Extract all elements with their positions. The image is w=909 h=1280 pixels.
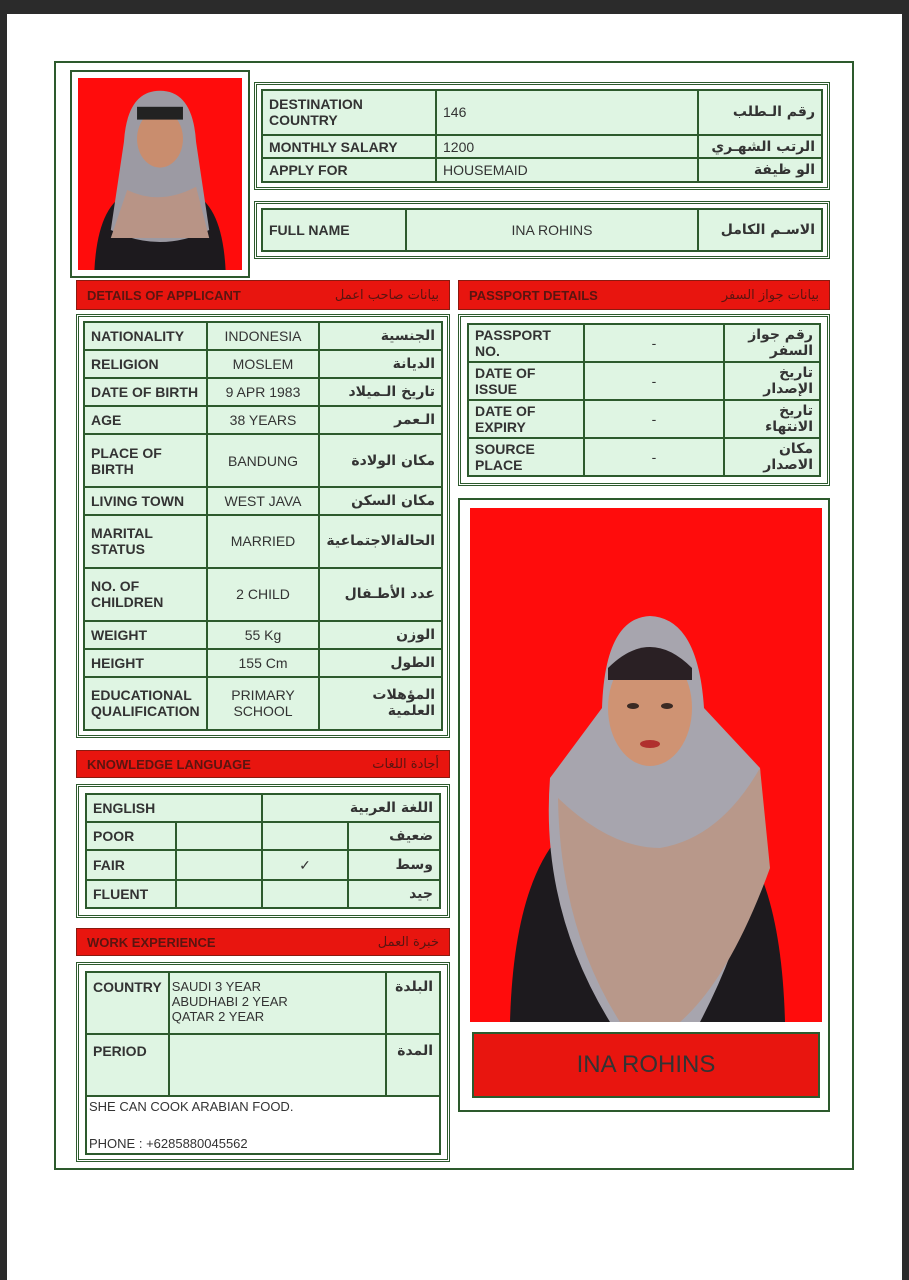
order-info-box: [254, 82, 830, 190]
english-fair-cell: [176, 850, 262, 880]
level-poor-ar: ضعيف: [348, 822, 440, 850]
order-info-table: [261, 89, 823, 183]
phone-number: PHONE : +6285880045562: [89, 1136, 248, 1151]
table-row: [468, 438, 820, 476]
field-value: MOSLEM: [207, 350, 320, 378]
small-photo-frame: [70, 70, 250, 278]
table-row: [84, 677, 442, 730]
country-item: ABUDHABI 2 YEAR: [171, 994, 288, 1009]
language-section-title: KNOWLEDGE LANGUAGE: [87, 756, 251, 772]
level-fluent-ar: جيد: [348, 880, 440, 908]
applicant-details-box: [76, 314, 450, 738]
country-item: QATAR 2 YEAR: [171, 1009, 265, 1024]
english-poor-cell: [176, 822, 262, 850]
table-row: [86, 850, 440, 880]
passport-section-title: PASSPORT DETAILS: [469, 287, 598, 303]
monthly-salary-ar: الرتب الشهـري: [698, 135, 822, 159]
country-list: [169, 972, 386, 1034]
applicant-section-header: [76, 280, 450, 310]
notes-cell: [86, 1096, 440, 1154]
field-label: RELIGION: [84, 350, 207, 378]
field-value: -: [584, 400, 724, 438]
english-fluent-cell: [176, 880, 262, 908]
passport-section-title-ar: بيانات جواز السفر: [721, 287, 819, 303]
work-box: [76, 962, 450, 1162]
table-row: [262, 90, 822, 135]
applicant-details-table: [83, 321, 443, 731]
field-value: 2 CHILD: [207, 568, 320, 621]
language-section-title-ar: أجادة اللغات: [372, 756, 439, 772]
field-value: WEST JAVA: [207, 487, 320, 515]
table-row: [86, 822, 440, 850]
table-row: [84, 621, 442, 649]
field-label-ar: الجنسية: [319, 322, 442, 350]
table-row: [84, 487, 442, 515]
name-banner: INA ROHINS: [472, 1032, 820, 1098]
field-label-ar: تاريخ الانتهاء: [724, 400, 820, 438]
table-row: [468, 362, 820, 400]
field-label-ar: الوزن: [319, 621, 442, 649]
field-label-ar: عدد الأطـفال: [319, 568, 442, 621]
country-label: COUNTRY: [86, 972, 169, 1034]
field-label: NATIONALITY: [84, 322, 207, 350]
monthly-salary-label: MONTHLY SALARY: [262, 135, 436, 159]
table-row: [86, 1096, 440, 1154]
field-label: DATE OF BIRTH: [84, 378, 207, 406]
field-label: EDUCATIONAL QUALIFICATION: [84, 677, 207, 730]
field-label-ar: مكان السكن: [319, 487, 442, 515]
table-row: [84, 515, 442, 568]
field-label-ar: مكان الولادة: [319, 434, 442, 487]
table-row: [262, 135, 822, 159]
arabic-fluent-cell: [262, 880, 348, 908]
table-row: [84, 434, 442, 487]
field-label-ar: تاريخ الـميلاد: [319, 378, 442, 406]
field-value: MARRIED: [207, 515, 320, 568]
field-label-ar: الطول: [319, 649, 442, 677]
field-value: 155 Cm: [207, 649, 320, 677]
country-ar: البلدة: [386, 972, 440, 1034]
level-fair-ar: وسط: [348, 850, 440, 880]
level-fair-label: FAIR: [86, 850, 176, 880]
table-row: [468, 324, 820, 362]
applicant-section-title-ar: بيانات صاحب اعمل: [334, 287, 439, 303]
applicant-photo-large: [470, 508, 822, 1022]
destination-country-label: DESTINATION COUNTRY: [262, 90, 436, 135]
full-name-label: FULL NAME: [262, 209, 406, 251]
field-value: 9 APR 1983: [207, 378, 320, 406]
field-label-ar: رقم جواز السفر: [724, 324, 820, 362]
period-ar: المدة: [386, 1034, 440, 1096]
period-label: PERIOD: [86, 1034, 169, 1096]
passport-details-box: [458, 314, 830, 486]
work-section-title-ar: خبرة العمل: [377, 934, 439, 950]
applicant-section-title: DETAILS OF APPLICANT: [87, 287, 241, 303]
full-name-box: [254, 201, 830, 259]
table-row: [84, 350, 442, 378]
field-value: PRIMARY SCHOOL: [207, 677, 320, 730]
skill-note: SHE CAN COOK ARABIAN FOOD.: [89, 1099, 294, 1114]
monthly-salary-value: 1200: [436, 135, 698, 159]
field-label-ar: مكان الاصدار: [724, 438, 820, 476]
english-label: ENGLISH: [86, 794, 262, 822]
apply-for-ar: الو ظيفة: [698, 158, 822, 182]
field-value: 55 Kg: [207, 621, 320, 649]
work-section-title: WORK EXPERIENCE: [87, 934, 216, 950]
field-value: -: [584, 438, 724, 476]
table-row: [86, 794, 440, 822]
full-name-ar: الاسـم الكامل: [698, 209, 822, 251]
language-table: [85, 793, 441, 909]
arabic-language-label: اللغة العربية: [262, 794, 440, 822]
work-section-header: [76, 928, 450, 956]
apply-for-label: APPLY FOR: [262, 158, 436, 182]
field-value: -: [584, 362, 724, 400]
field-label-ar: الـعمر: [319, 406, 442, 434]
field-label: AGE: [84, 406, 207, 434]
check-mark-icon: ✓: [262, 850, 348, 880]
country-item: SAUDI 3 YEAR: [171, 979, 262, 994]
field-value: INDONESIA: [207, 322, 320, 350]
passport-section-header: [458, 280, 830, 310]
field-label: SOURCE PLACE: [468, 438, 584, 476]
full-name-value: INA ROHINS: [406, 209, 698, 251]
table-row: [84, 406, 442, 434]
field-label: MARITAL STATUS: [84, 515, 207, 568]
level-fluent-label: FLUENT: [86, 880, 176, 908]
table-row: [262, 158, 822, 182]
field-label: DATE OF EXPIRY: [468, 400, 584, 438]
table-row: [84, 568, 442, 621]
language-section-header: [76, 750, 450, 778]
language-box: [76, 784, 450, 918]
table-row: [84, 649, 442, 677]
destination-country-value: 146: [436, 90, 698, 135]
field-label: PLACE OF BIRTH: [84, 434, 207, 487]
destination-country-ar: رقم الـطلب: [698, 90, 822, 135]
field-value: -: [584, 324, 724, 362]
field-value: BANDUNG: [207, 434, 320, 487]
field-label: WEIGHT: [84, 621, 207, 649]
full-name-table: [261, 208, 823, 252]
field-label: PASSPORT NO.: [468, 324, 584, 362]
table-row: [86, 1034, 440, 1096]
table-row: [262, 209, 822, 251]
field-label: HEIGHT: [84, 649, 207, 677]
work-table: [85, 971, 441, 1155]
field-value: 38 YEARS: [207, 406, 320, 434]
field-label-ar: الحالةالاجتماعية: [319, 515, 442, 568]
field-label-ar: الديانة: [319, 350, 442, 378]
large-photo-frame: [458, 498, 830, 1112]
passport-details-table: [467, 323, 821, 477]
apply-for-value: HOUSEMAID: [436, 158, 698, 182]
table-row: [86, 972, 440, 1034]
table-row: [468, 400, 820, 438]
applicant-photo-small: [78, 78, 242, 270]
field-label-ar: المؤهلات العلمية: [319, 677, 442, 730]
table-row: [86, 880, 440, 908]
field-label: NO. OF CHILDREN: [84, 568, 207, 621]
table-row: [84, 322, 442, 350]
table-row: [84, 378, 442, 406]
arabic-poor-cell: [262, 822, 348, 850]
field-label-ar: تاريخ الإصدار: [724, 362, 820, 400]
level-poor-label: POOR: [86, 822, 176, 850]
field-label: DATE OF ISSUE: [468, 362, 584, 400]
field-label: LIVING TOWN: [84, 487, 207, 515]
period-value: [169, 1034, 386, 1096]
